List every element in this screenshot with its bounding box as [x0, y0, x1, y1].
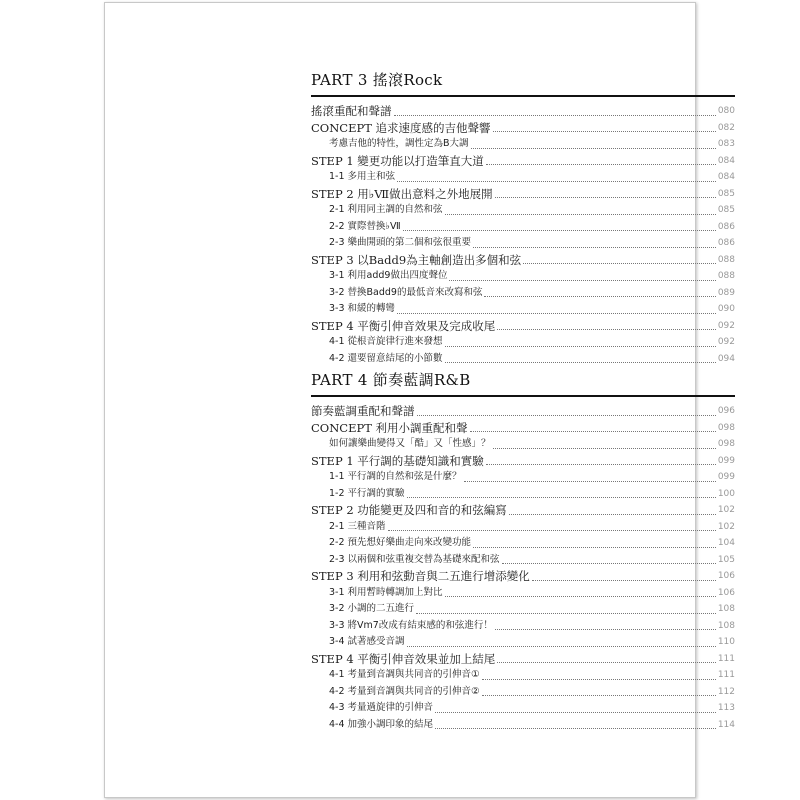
entry-title: STEP 4 平衡引伸音效果並加上結尾: [311, 651, 496, 666]
toc-subentry: [311, 436, 735, 453]
toc-heading-entry: [311, 153, 735, 170]
dot-leader: [435, 728, 716, 729]
part-title: PART 3 搖滾Rock: [311, 71, 443, 89]
toc-subentry: [311, 684, 735, 701]
page-number: 092: [717, 337, 735, 347]
entry-title: 節奏藍調重配和聲譜: [311, 404, 415, 418]
toc-subentry: [311, 519, 735, 536]
dot-leader: [493, 448, 716, 449]
dot-leader: [464, 481, 716, 482]
toc-heading-entry: [311, 568, 735, 585]
entry-title: 3-1 利用add9做出四度聲位: [329, 270, 448, 281]
page-number: 106: [717, 587, 735, 598]
entry-title: STEP 2 功能變更及四和音的和弦編寫: [311, 503, 507, 517]
dot-leader: [497, 329, 716, 330]
dot-leader: [486, 464, 716, 465]
entry-title: 2-3 樂曲開頭的第二個和弦很重要: [329, 237, 472, 248]
book-page: [104, 2, 735, 798]
entry-title: 1-1 多用主和弦: [329, 171, 396, 182]
entry-title: STEP 3 利用和弦動音與二五進行增添變化: [311, 569, 530, 583]
dot-leader: [509, 514, 716, 515]
dot-leader: [388, 530, 716, 531]
toc-subentry: [311, 351, 735, 368]
dot-leader: [497, 662, 716, 663]
dot-leader: [470, 431, 716, 432]
page-number: 112: [717, 686, 735, 697]
entry-title: 1-1 平行調的自然和弦是什麼？: [329, 471, 462, 482]
toc-subentry: [311, 634, 735, 651]
dot-leader: [495, 197, 716, 198]
dot-leader: [397, 181, 716, 182]
entry-title: STEP 3 以Badd9為主軸創造出多個和弦: [311, 252, 522, 267]
dot-leader: [473, 247, 716, 248]
toc-subentry: [311, 601, 735, 618]
dot-leader: [495, 629, 716, 630]
entry-title: 3-3 和緩的轉彎: [329, 303, 396, 314]
toc-heading-entry: [311, 403, 735, 420]
toc-subentry: [311, 486, 735, 503]
entry-title: STEP 1 平行調的基礎知識和實驗: [311, 453, 484, 468]
page-number: 099: [717, 472, 735, 482]
dot-leader: [445, 362, 716, 363]
page-number: 096: [717, 406, 735, 416]
dot-leader: [486, 164, 716, 165]
dot-leader: [445, 214, 716, 215]
toc-subentry: [311, 334, 735, 351]
toc-subentry: [311, 301, 735, 318]
dot-leader: [473, 547, 716, 548]
toc-subentry: [311, 285, 735, 302]
dot-leader: [449, 280, 715, 281]
entry-title: CONCEPT 追求速度感的吉他聲響: [311, 120, 491, 135]
page-number: 089: [717, 287, 735, 298]
page-number: 113: [717, 703, 735, 713]
page-number: 105: [717, 554, 735, 565]
toc-heading-entry: [311, 453, 735, 470]
page-number: 102: [717, 505, 735, 515]
dot-leader: [502, 563, 716, 564]
dot-leader: [445, 596, 716, 597]
page-number: 086: [717, 221, 735, 232]
page-number: 099: [717, 455, 735, 466]
entry-title: 4-3 考量過旋律的引伸音: [329, 702, 434, 713]
page-number: 088: [717, 254, 735, 265]
part-title: PART 4 節奏藍調R&B: [311, 371, 471, 389]
toc-heading-entry: [311, 186, 735, 203]
entry-title: 2-1 三種音階: [329, 520, 386, 532]
dot-leader: [407, 497, 716, 498]
page-number: 098: [717, 439, 735, 449]
toc-subentry: [311, 219, 735, 236]
page-number: 098: [717, 422, 735, 433]
page-number: 088: [717, 271, 735, 281]
dot-leader: [416, 613, 716, 614]
toc-list: [311, 103, 735, 367]
toc-heading-entry: [311, 651, 735, 668]
page-number: 092: [717, 320, 735, 331]
toc-heading-entry: [311, 502, 735, 519]
toc-subentry: [311, 585, 735, 602]
toc-heading-entry: [311, 252, 735, 269]
entry-title: 2-2 實際替換♭Ⅶ: [329, 220, 401, 232]
page-number: 102: [717, 521, 735, 532]
page-number: 080: [717, 106, 735, 116]
page-number: 085: [717, 188, 735, 199]
entry-title: 2-3 以兩個和弦重複交替為基礎來配和弦: [329, 553, 500, 565]
entry-title: 3-1 利用暫時轉調加上對比: [329, 586, 443, 598]
page-number: 084: [717, 172, 735, 182]
dot-leader: [471, 148, 716, 149]
entry-title: 2-1 利用同主調的自然和弦: [329, 204, 443, 215]
toc-subentry: [311, 552, 735, 569]
entry-title: 考慮吉他的特性，調性定為B大調: [329, 138, 469, 149]
page-number: 108: [717, 604, 735, 614]
page-number: 110: [717, 637, 735, 647]
entry-title: 1-2 平行調的實驗: [329, 487, 405, 499]
dot-leader: [493, 131, 716, 132]
dot-leader: [484, 296, 715, 297]
dot-leader: [523, 263, 716, 264]
toc-subentry: [311, 169, 735, 186]
page-number: 104: [717, 538, 735, 548]
entry-title: 4-2 考量到音調與共同音的引伸音②: [329, 685, 480, 697]
part-3-section: [311, 69, 735, 367]
page-number: 082: [717, 122, 735, 133]
dot-leader: [482, 679, 716, 680]
page-number: 100: [717, 488, 735, 499]
entry-title: 3-4 試著感受音調: [329, 636, 405, 647]
toc-heading-entry: [311, 103, 735, 120]
toc-subentry: [311, 235, 735, 252]
entry-title: 3-3 將Ⅴm7改成有結束感的和弦進行！: [329, 619, 493, 631]
toc-subentry: [311, 700, 735, 717]
dot-leader: [394, 115, 716, 116]
entry-title: 4-2 還要留意結尾的小節數: [329, 352, 443, 364]
dot-leader: [435, 712, 716, 713]
entry-title: 搖滾重配和聲譜: [311, 104, 392, 118]
dot-leader: [407, 646, 716, 647]
dot-leader: [417, 415, 716, 416]
title-rule: [311, 395, 735, 397]
toc-list: [311, 403, 735, 733]
page-number: 094: [717, 353, 735, 364]
toc-subentry: [311, 667, 735, 684]
entry-title: CONCEPT 利用小調重配和聲: [311, 420, 468, 435]
page-number: 084: [717, 155, 735, 166]
entry-title: STEP 2 用♭Ⅶ做出意料之外地展開: [311, 186, 493, 201]
page-number: 085: [717, 205, 735, 215]
page-number: 090: [717, 304, 735, 314]
entry-title: 4-1 從根音旋律行進來發想: [329, 336, 443, 347]
toc-subentry: [311, 202, 735, 219]
toc-subentry: [311, 717, 735, 734]
title-rule: [311, 95, 735, 97]
dot-leader: [403, 230, 716, 231]
entry-title: 如何讓樂曲變得又「酷」又「性感」？: [329, 438, 491, 449]
entry-title: STEP 1 變更功能以打造筆直大道: [311, 153, 484, 168]
page-number: 083: [717, 139, 735, 149]
toc-subentry: [311, 618, 735, 635]
dot-leader: [482, 695, 716, 696]
page-number: 111: [717, 670, 735, 680]
toc-subentry: [311, 268, 735, 285]
toc-heading-entry: [311, 420, 735, 437]
toc-heading-entry: [311, 318, 735, 335]
page-number: 106: [717, 571, 735, 581]
dot-leader: [397, 313, 716, 314]
entry-title: 4-4 加強小調印象的結尾: [329, 718, 434, 730]
page-number: 111: [717, 653, 735, 664]
entry-title: 3-2 替換Badd9的最低音來改寫和弦: [329, 286, 483, 298]
page-number: 086: [717, 238, 735, 248]
toc-subentry: [311, 136, 735, 153]
toc-subentry: [311, 535, 735, 552]
page-number: 108: [717, 620, 735, 631]
dot-leader: [532, 580, 716, 581]
toc-heading-entry: [311, 120, 735, 137]
toc-subentry: [311, 469, 735, 486]
entry-title: 3-2 小調的二五進行: [329, 603, 415, 614]
page-number: 114: [717, 719, 735, 730]
entry-title: 4-1 考量到音調與共同音的引伸音①: [329, 669, 480, 680]
dot-leader: [445, 346, 716, 347]
entry-title: STEP 4 平衡引伸音效果及完成收尾: [311, 318, 496, 333]
entry-title: 2-2 預先想好樂曲走向來改變功能: [329, 537, 472, 548]
part-4-section: [311, 369, 735, 733]
